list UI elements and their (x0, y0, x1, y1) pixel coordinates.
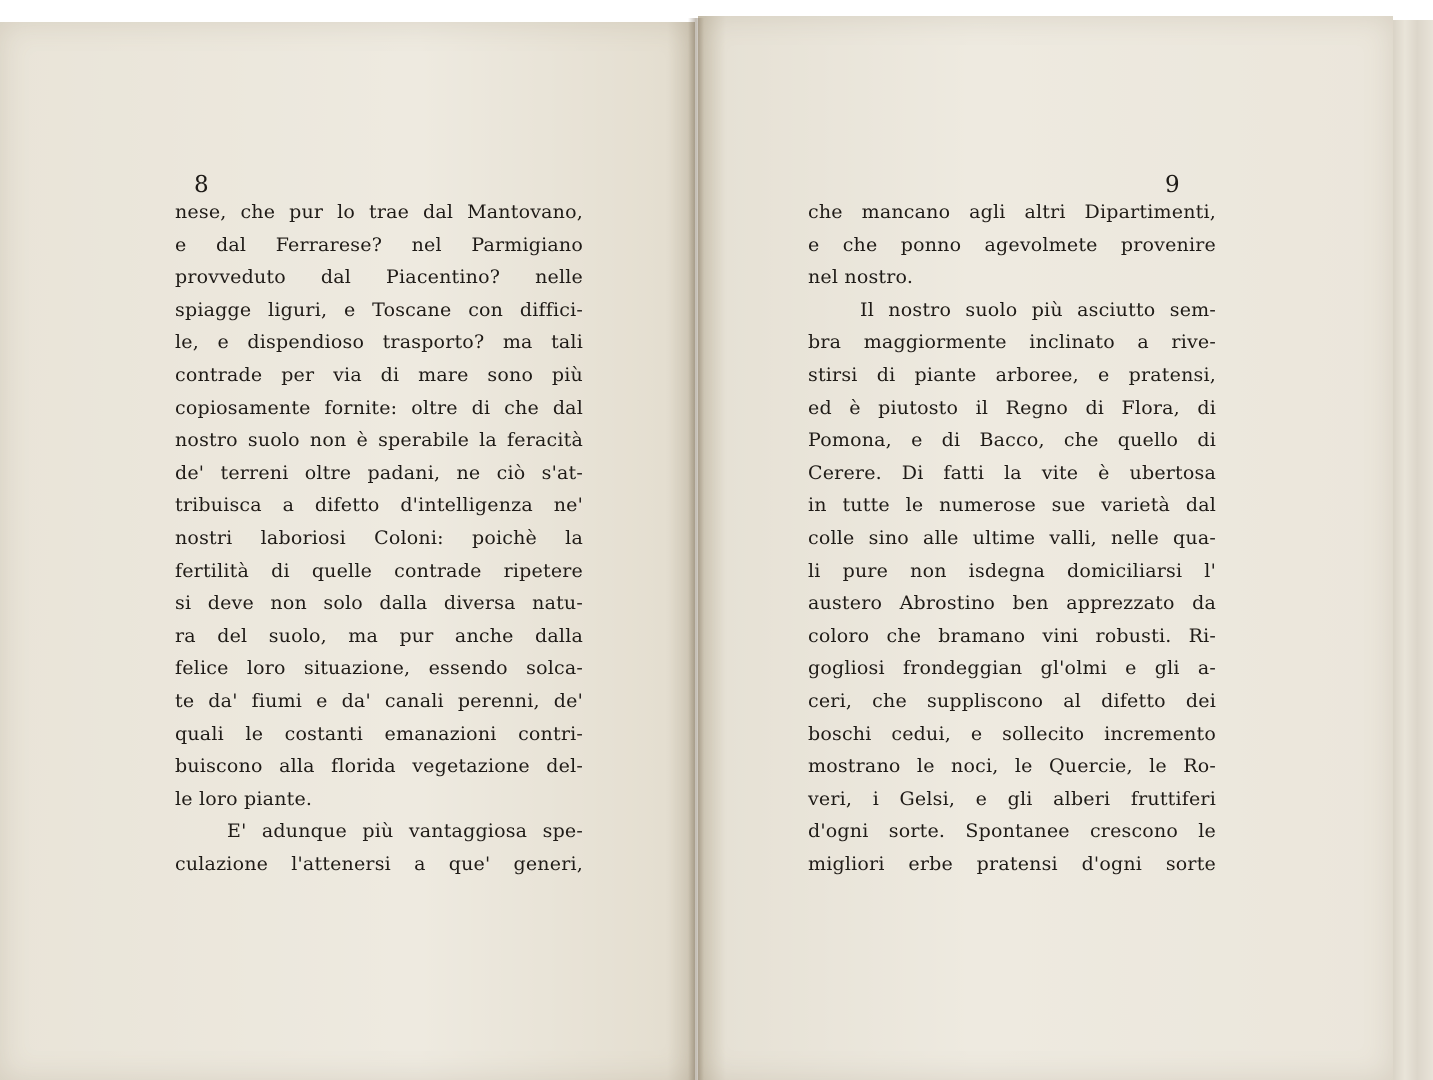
text-line: si deve non solo dalla diversa natu- (175, 592, 583, 615)
text-line: che mancano agli altri Dipartimenti, (808, 201, 1216, 223)
text-line: e dal Ferrarese? nel Parmigiano (175, 233, 583, 256)
text-line: le, e dispendioso trasporto? ma tali (175, 331, 583, 354)
page-number-right: 9 (1165, 172, 1180, 198)
text-line: mostrano le noci, le Quercie, le Ro- (808, 755, 1216, 778)
text-line: Pomona, e di Bacco, che quello di (808, 429, 1216, 452)
text-line: d'ogni sorte. Spontanee crescono le (808, 820, 1216, 843)
text-line: nostri laboriosi Coloni: poichè la (175, 526, 583, 549)
text-line: colle sino alle ultime valli, nelle qua- (808, 526, 1216, 549)
book-gutter (688, 18, 704, 1080)
text-line: Cerere. Di fatti la vite è ubertosa (808, 461, 1216, 484)
page-number-left: 8 (194, 172, 209, 198)
text-line: le loro piante. (175, 787, 313, 810)
text-line: Il nostro suolo più asciutto sem- (860, 298, 1216, 321)
text-line: E' adunque più vantaggiosa spe- (227, 820, 583, 843)
text-line: tribuisca a difetto d'intelligenza ne' (175, 494, 583, 517)
page-edges (1393, 20, 1433, 1080)
text-line: te da' fiumi e da' canali perenni, de' (175, 689, 583, 712)
text-line: provveduto dal Piacentino? nelle (175, 266, 583, 289)
text-line: migliori erbe pratensi d'ogni sorte (808, 852, 1216, 875)
text-line: in tutte le numerose sue varietà dal (808, 494, 1216, 517)
right-page-text (808, 196, 1216, 880)
text-line: buiscono alla florida vegetazione del- (175, 755, 583, 778)
left-page-text (175, 196, 583, 880)
text-line: quali le costanti emanazioni contri- (175, 722, 583, 745)
text-line: nese, che pur lo trae dal Mantovano, (175, 201, 583, 223)
text-line: coloro che bramano vini robusti. Ri- (808, 624, 1216, 647)
text-line: e che ponno agevolmete provenire (808, 233, 1216, 256)
text-line: ceri, che suppliscono al difetto dei (808, 689, 1216, 712)
text-line: bra maggiormente inclinato a rive- (808, 331, 1216, 354)
text-line: ed è piutosto il Regno di Flora, di (808, 396, 1216, 419)
text-line: austero Abrostino ben apprezzato da (808, 592, 1216, 615)
text-line: de' terreni oltre padani, ne ciò s'at- (175, 461, 583, 484)
text-line: contrade per via di mare sono più (175, 363, 583, 386)
text-line: stirsi di piante arboree, e pratensi, (808, 363, 1216, 386)
text-line: nostro suolo non è sperabile la feracità (175, 429, 583, 452)
text-line: felice loro situazione, essendo solca- (175, 657, 583, 680)
text-line: spiagge liguri, e Toscane con diffici- (175, 298, 583, 321)
text-line: fertilità di quelle contrade ripetere (175, 559, 583, 582)
text-line: ra del suolo, ma pur anche dalla (175, 624, 583, 647)
text-line: li pure non isdegna domiciliarsi l' (808, 559, 1216, 582)
text-line: veri, i Gelsi, e gli alberi fruttiferi (808, 787, 1216, 810)
text-line: culazione l'attenersi a que' generi, (175, 852, 583, 875)
text-line: gogliosi frondeggian gl'olmi e gli a- (808, 657, 1216, 680)
text-line: boschi cedui, e sollecito incremento (808, 722, 1216, 745)
text-line: nel nostro. (808, 266, 914, 289)
text-line: copiosamente fornite: oltre di che dal (175, 396, 583, 419)
